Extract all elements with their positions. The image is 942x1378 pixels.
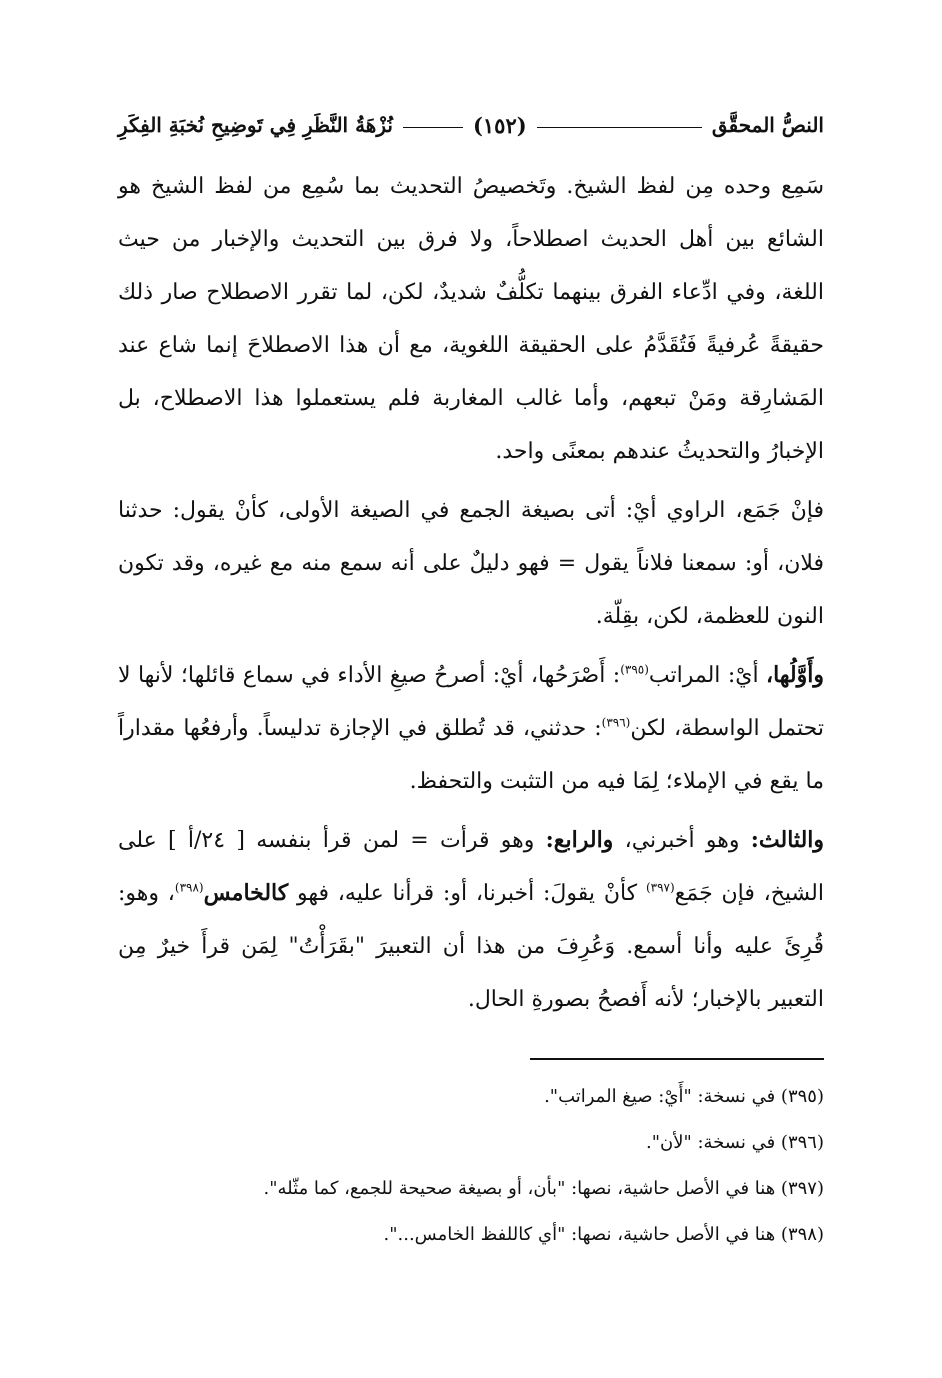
paragraph-1-text: سَمِع وحده مِن لفظ الشيخ. وتَخصيصُ التحديث بما سُمِع من لفظ الشيخ هو الشائع بين أهل الحديث اصطلاحاً، ولا فرق بين التحديث والإخبار من حيث اللغة، وفي ادِّعاء الفرق بينهما تكلُّفٌ شديدٌ، لكن، لما تقرر الاصطلاح صار ذلك حقيقةً عُرفيةً فَتُقَدَّمُ على الحقيقة اللغوية، مع أن هذا الاصطلاحَ إنما شاع عند المَشارِقة ومَنْ تبعهم، وأما غالب المغاربة فلم يستعملوا هذا الاصطلاح، بل الإخبارُ والتحديثُ عندهم بمعنًى واحد. [118, 174, 824, 464]
paragraph-4-text-e: ، وهو: قُرِئَ عليه وأنا أسمع. وَعُرِفَ من هذا أن التعبيرَ "بقَرَأْتُ" لِمَن قرأَ خيرٌ مِن التعبير بالإخبار؛ لأنه أَفصحُ بصورةِ الحال. [118, 881, 824, 1012]
page-number: (١٥٢) [472, 112, 527, 138]
paragraph-4-text-c: على الشيخ، فإن جَمَع [118, 828, 824, 906]
paragraph-2-text: فإنْ جَمَع، الراوي أيْ: أتى بصيغة الجمع في الصيغة الأولى، كأنْ يقول: حدثنا فلان، أو: سمعنا فلاناً يقول = فهو دليلٌ على أنه سمع منه مع غيره، وقد تكون النون للعظمة، لكن، بقِلّة. [118, 498, 824, 629]
header-rule-right [537, 127, 702, 128]
paragraph-4-lead: والثالث: [750, 827, 825, 853]
paragraph-3-text-b: : أَصْرَحُها، أيْ: أصرحُ صيغِ الأداء في سماع قائلها؛ لأنها لا تحتمل الواسطة، لكن [118, 663, 824, 741]
paragraph-1 [118, 160, 824, 478]
paragraph-4-text-b: وهو قرأت = لمن قرأ بنفسه [244, 828, 546, 853]
paragraph-3-text-a: أيْ: المراتب [648, 663, 766, 688]
footnote-ref-396: (٣٩٦) [601, 715, 631, 730]
paragraph-4 [118, 814, 824, 1026]
paragraph-3-text-c: : حدثني، قد تُطلق في الإجازة تدليساً. وأرفعُها مقداراً ما يقع في الإملاء؛ لِمَا فيه من التثبت والتحفظ. [118, 716, 824, 794]
paragraph-4-lead-2: والرابع: [545, 827, 614, 853]
running-header [118, 104, 824, 146]
paragraph-2 [118, 484, 824, 643]
footnote-ref-397: (٣٩٧) [645, 880, 675, 895]
footnote-separator [530, 1058, 824, 1060]
footnote-ref-398: (٣٩٨) [174, 880, 204, 895]
header-rule-left [403, 127, 463, 128]
header-section-label: النصُّ المحقَّق [711, 113, 824, 137]
paragraph-4-lead-3: كالخامس [203, 880, 289, 906]
footnotes [118, 1074, 824, 1258]
header-book-title: نُزْهَةُ النَّظَرِ فِي تَوضِيحِ نُخبَةِ الفِكَرِ [118, 113, 393, 137]
folio-marker: [ ٢٤/أ ] [168, 828, 245, 853]
paragraph-3-lead: وأَوَّلُها، [765, 662, 824, 688]
paragraph-3 [118, 649, 824, 808]
footnote-395: (٣٩٥) في نسخة: "أَيْ: صيغ المراتب". [544, 1086, 824, 1107]
paragraph-4-text-a: وهو أخبرني، [613, 828, 751, 853]
footnote-396: (٣٩٦) في نسخة: "لأن". [645, 1132, 824, 1153]
paragraph-4-text-d: كأنْ يقولَ: أخبرنا، أو: قرأنا عليه، فهو [288, 881, 646, 906]
footnote-398: (٣٩٨) هنا في الأصل حاشية، نصها: "أي كاللفظ الخامس...". [383, 1224, 824, 1245]
footnote-ref-395: (٣٩٥) [620, 662, 649, 677]
footnote-397: (٣٩٧) هنا في الأصل حاشية، نصها: "بأن، أو بصيغة صحيحة للجمع، كما مثّله". [263, 1178, 824, 1199]
main-text [118, 160, 824, 1026]
